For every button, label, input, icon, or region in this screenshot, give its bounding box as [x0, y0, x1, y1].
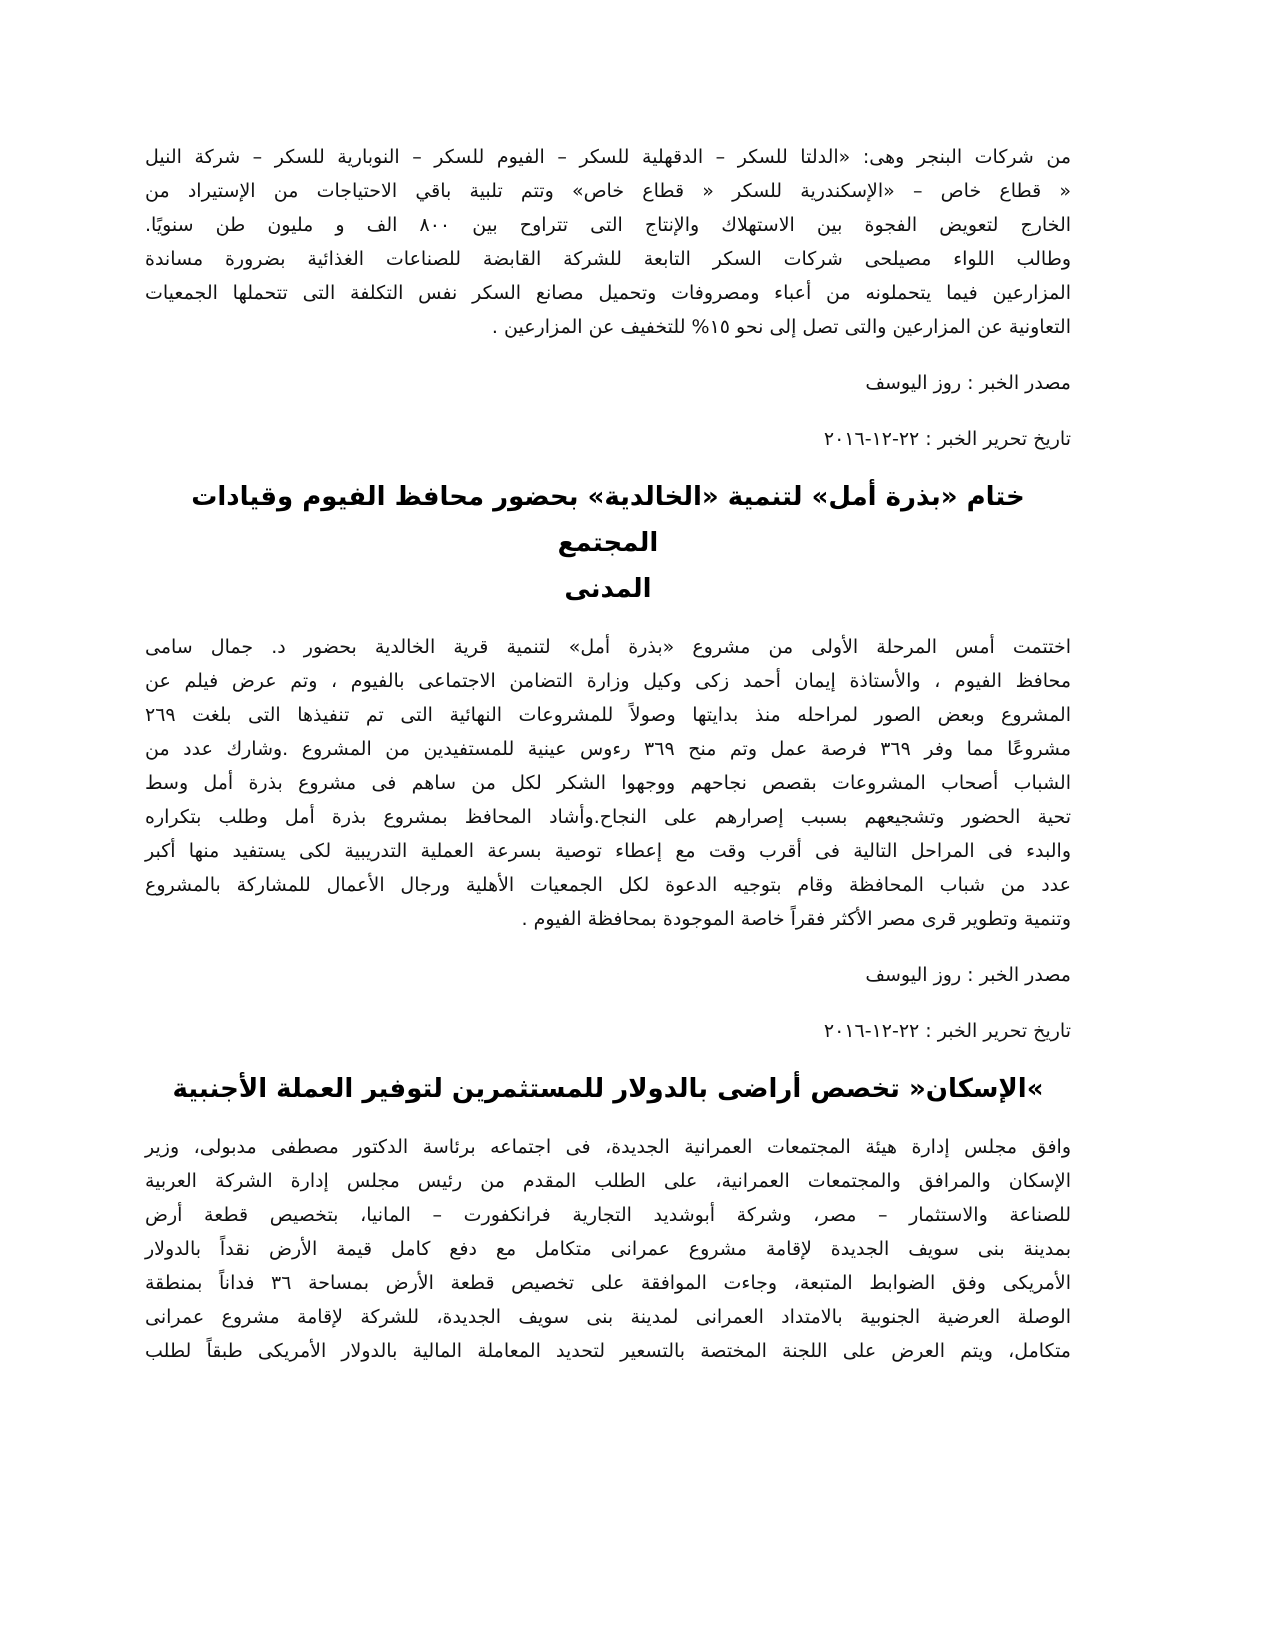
text-line: تحية الحضور وتشجيعهم بسبب إصرارهم على النجاح.وأشاد المحافظ بمشروع بذرة أمل وطلب بتكراره: [145, 806, 1071, 828]
text-line: التعاونية عن المزارعين والتى تصل إلى نحو ١٥% للتخفيف عن المزارعين .: [491, 316, 1071, 338]
text-line: مشروعًا مما وفر ٣٦٩ فرصة عمل وتم منح ٣٦٩ رءوس عينية للمستفيدين من المشروع .وشارك عدد من: [145, 738, 1071, 760]
news-date: تاريخ تحرير الخبر : ٢٢-١٢-٢٠١٦: [823, 1020, 1071, 1042]
text-line: من شركات البنجر وهى: «الدلتا للسكر – الدقهلية للسكر – الفيوم للسكر – النوبارية للسكر – شركة النيل: [145, 146, 1071, 168]
text-line: بمدينة بنى سويف الجديدة لإقامة مشروع عمرانى متكامل مع دفع كامل قيمة الأرض نقداً بالدولار: [145, 1238, 1071, 1260]
text-line: المشروع وبعض الصور لمراحله منذ بدايتها وصولاً للمشروعات النهائية التى تم تنفيذها التى بلغت ٢٦٩: [145, 704, 1071, 726]
text-line: الأمريكى وفق الضوابط المتبعة، وجاءت الموافقة على تخصيص قطعة الأرض بمساحة ٣٦ فداناً بمنطقة: [145, 1272, 1071, 1294]
text-line: والبدء فى المراحل التالية فى أقرب وقت مع إعطاء توصية بسرعة العملية التدريبية لكى يستفيد منها أكبر: [145, 840, 1071, 862]
text-line: « قطاع خاص – «الإسكندرية للسكر « قطاع خاص» وتتم تلبية باقي الاحتياجات من الإستيراد من: [145, 180, 1071, 202]
news-date: تاريخ تحرير الخبر : ٢٢-١٢-٢٠١٦: [823, 428, 1071, 450]
text-line: المزارعين فيما يتحملونه من أعباء ومصروفات وتحميل مصانع السكر نفس التكلفة التى تتحملها الجمعيات: [145, 282, 1071, 304]
text-line: عدد من شباب المحافظة وقام بتوجيه الدعوة لكل الجمعيات الأهلية ورجال الأعمال للمشاركة بالمشروع: [145, 874, 1071, 896]
text-line: الإسكان والمرافق والمجتمعات العمرانية، على الطلب المقدم من رئيس مجلس إدارة الشركة العربية: [145, 1170, 1071, 1192]
article-title-seed-of-hope: [145, 474, 1071, 612]
text-line: متكامل، ويتم العرض على اللجنة المختصة بالتسعير لتحديد المعاملة المالية بالدولار الأمريكى طبقاً لطلب: [145, 1340, 1071, 1362]
news-source: مصدر الخبر : روز اليوسف: [865, 372, 1071, 394]
text-line: الخارج لتعويض الفجوة بين الاستهلاك والإنتاج التى تتراوح بين ٨٠٠ الف و مليون طن سنويًا.: [145, 214, 1072, 236]
document-page: [145, 140, 1071, 1368]
text-line: الشباب أصحاب المشروعات بقصص نجاحهم ووجهوا الشكر لكل من ساهم فى مشروع بذرة أمل وسط: [145, 772, 1071, 794]
paragraph-seed-of-hope: [145, 630, 1071, 936]
news-source: مصدر الخبر : روز اليوسف: [865, 964, 1071, 986]
text-line: وتنمية وتطوير قرى مصر الأكثر فقراً خاصة الموجودة بمحافظة الفيوم .: [521, 908, 1071, 930]
text-line: اختتمت أمس المرحلة الأولى من مشروع «بذرة أمل» لتنمية قرية الخالدية بحضور د. جمال سامى: [145, 636, 1071, 658]
paragraph-sugar-companies: [145, 140, 1071, 344]
paragraph-housing: [145, 1130, 1071, 1368]
title-line: المدنى: [564, 574, 652, 604]
title-line: ختام «بذرة أمل» لتنمية «الخالدية» بحضور محافظ الفيوم وقيادات المجتمع: [191, 482, 1025, 558]
text-line: وافق مجلس إدارة هيئة المجتمعات العمرانية الجديدة، فى اجتماعه برئاسة الدكتور مصطفى مدبولى، وزير: [145, 1136, 1071, 1158]
text-line: للصناعة والاستثمار – مصر، وشركة أبوشديد التجارية فرانكفورت – المانيا، بتخصيص قطعة أرض: [145, 1204, 1071, 1226]
text-line: محافظ الفيوم ، والأستاذة إيمان أحمد زكى وكيل وزارة التضامن الاجتماعى بالفيوم ، وتم عرض فيلم عن: [145, 670, 1071, 692]
text-line: الوصلة العرضية الجنوبية بالامتداد العمرانى لمدينة بنى سويف الجديدة، للشركة لإقامة مشروع عمرانى: [145, 1306, 1071, 1328]
text-line: وطالب اللواء مصيلحى شركات السكر التابعة للشركة القابضة للصناعات الغذائية بضرورة مساندة: [145, 248, 1071, 270]
article-title-housing: »الإسكان« تخصص أراضى بالدولار للمستثمرين لتوفير العملة الأجنبية: [172, 1074, 1044, 1104]
